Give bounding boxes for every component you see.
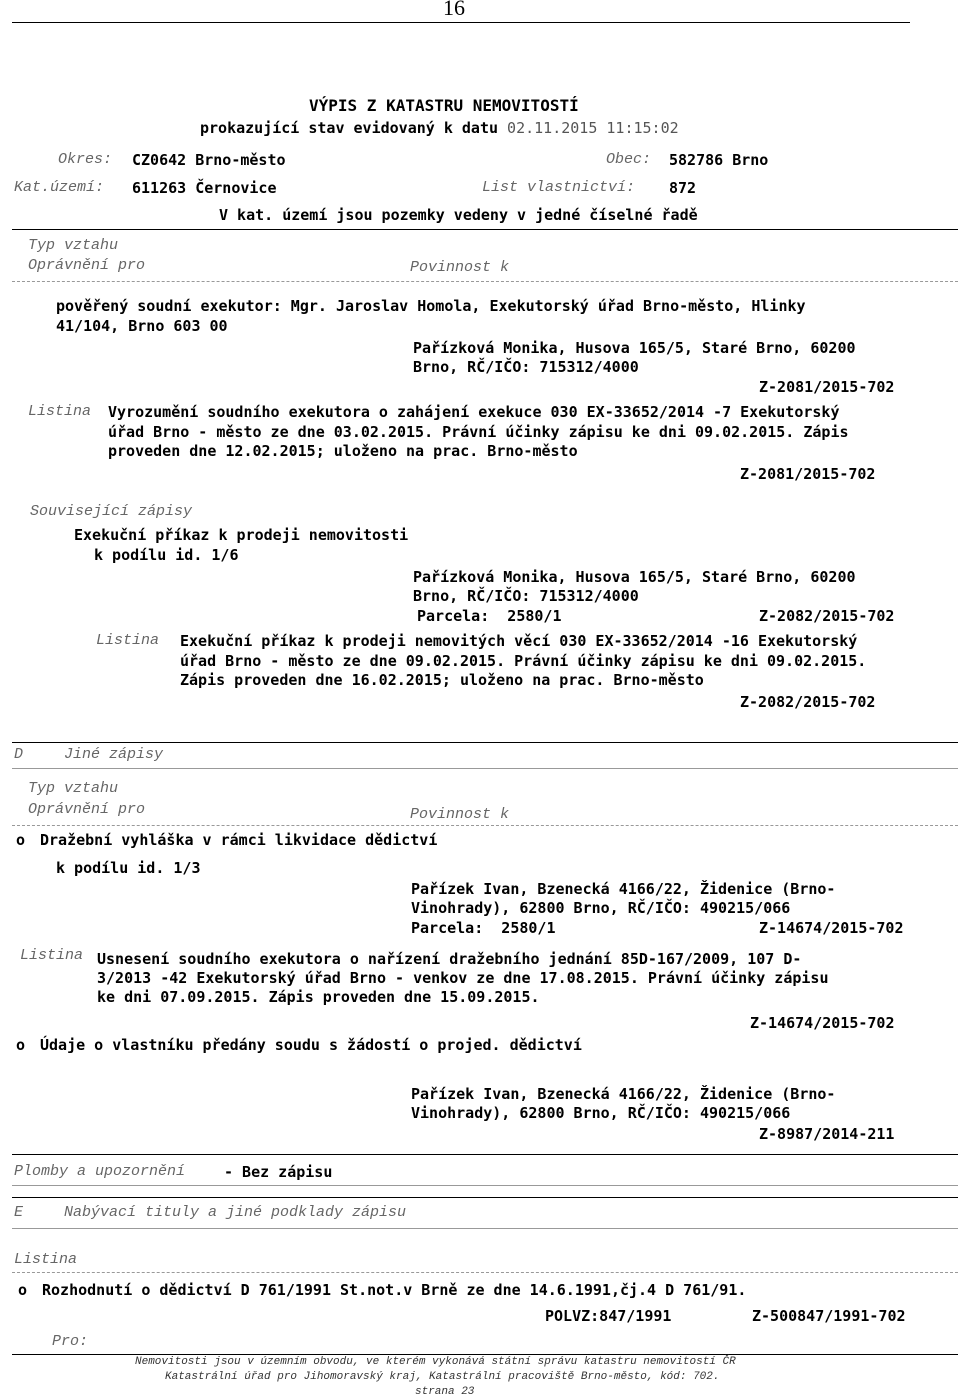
- top-rule: [12, 22, 910, 23]
- listina-3-line-2: 3/2013 -42 Exekutorský úřad Brno - venkov ze dne 17.08.2015. Právní účinky zápisu: [97, 969, 829, 987]
- udaje-o-vlastniku: Údaje o vlastníku předány soudu s žádostí o projed. dědictví: [40, 1036, 582, 1054]
- listina-2-line-3: Zápis proveden dne 16.02.2015; uloženo na prac. Brno-město: [180, 671, 704, 689]
- listina-3-line-1: Usnesení soudního exekutora o nařízení dražebního jednání 85D-167/2009, 107 D-: [97, 950, 802, 968]
- entry-id-7: Z-8987/2014-211: [759, 1125, 895, 1143]
- typ-vztahu-label: Typ vztahu: [28, 237, 119, 254]
- d-podil: k podílu id. 1/3: [56, 859, 201, 877]
- footer-page: strana 23: [415, 1386, 475, 1398]
- entry-id-1: Z-2081/2015-702: [759, 378, 895, 396]
- document-title: VÝPIS Z KATASTRU NEMOVITOSTÍ: [309, 96, 579, 115]
- section-d-letter: D: [14, 746, 24, 763]
- lv-value: 872: [669, 179, 697, 197]
- listina-2-line-1: Exekuční příkaz k prodeji nemovitých věcí 030 EX-33652/2014 -16 Exekutorský: [180, 632, 858, 650]
- e-listina-label: Listina: [14, 1251, 78, 1268]
- pro-label: Pro:: [52, 1333, 89, 1350]
- exekucni-podil: k podílu id. 1/6: [94, 546, 239, 564]
- lv-label: List vlastnictví:: [482, 179, 636, 196]
- owner-b-line-2: Brno, RČ/IČO: 715312/4000: [413, 587, 639, 605]
- owner-c-line-2: Vinohrady), 62800 Brno, RČ/IČO: 490215/066: [411, 899, 791, 917]
- section-d-divider: [12, 825, 958, 826]
- section-d-title: Jiné zápisy: [64, 746, 164, 763]
- page-number: 16: [443, 0, 465, 20]
- drazebni-vyhlaska: Dražební vyhláška v rámci likvidace dědictví: [40, 831, 438, 849]
- listina-2-line-2: úřad Brno - město ze dne 09.02.2015. Právní účinky zápisu ke dni 09.02.2015.: [180, 652, 867, 670]
- listina-label-2: Listina: [96, 632, 160, 649]
- footer-line-1: Nemovitosti jsou v územním obvodu, ve kterém vykonává státní správu katastru nemovitostí ČR: [135, 1356, 736, 1368]
- obec-label: Obec:: [606, 151, 652, 168]
- owner-b-line-1: Pařízková Monika, Husova 165/5, Staré Brno, 60200: [413, 568, 856, 586]
- d-opravneni-pro-label: Oprávnění pro: [28, 801, 146, 818]
- owner-c-line-1: Pařízek Ivan, Bzenecká 4166/22, Židenice (Brno-: [411, 880, 836, 898]
- extract-date: 02.11.2015 11:15:02: [507, 119, 679, 137]
- exekucni-prikaz-title: Exekuční příkaz k prodeji nemovitosti: [74, 526, 409, 544]
- section-e-rule: [12, 1197, 958, 1198]
- section-e-title: Nabývací tituly a jiné podklady zápisu: [64, 1204, 407, 1221]
- bullet-3: o: [18, 1281, 28, 1299]
- listina-1-line-1: Vyrozumění soudního exekutora o zahájení exekuce 030 EX-33652/2014 -7 Exekutorský: [108, 403, 840, 421]
- entry-id-5: Z-14674/2015-702: [759, 919, 904, 937]
- header-rule: [12, 229, 958, 230]
- listina-3-line-3: ke dni 07.09.2015. Zápis proveden dne 15.09.2015.: [97, 988, 540, 1006]
- plomby-label: Plomby a upozornění: [14, 1163, 186, 1180]
- entry-id-3: Z-2082/2015-702: [759, 607, 895, 625]
- ku-value: 611263 Černovice: [132, 179, 277, 197]
- parcela-2: Parcela: 2580/1: [411, 919, 556, 937]
- owner-a-line-1: Pařízková Monika, Husova 165/5, Staré Brno, 60200: [413, 339, 856, 357]
- entry-id-6: Z-14674/2015-702: [750, 1014, 895, 1032]
- listina-1-line-2: úřad Brno - město ze dne 03.02.2015. Právní účinky zápisu ke dni 09.02.2015. Zápis: [108, 423, 849, 441]
- listina-1-line-3: proveden dne 12.02.2015; uloženo na prac. Brno-město: [108, 442, 578, 460]
- executor-line-2: 41/104, Brno 603 00: [56, 317, 228, 335]
- souvisejici-label: Související zápisy: [30, 503, 193, 520]
- okres-value: CZ0642 Brno-město: [132, 151, 286, 169]
- section-e-divider: [12, 1272, 958, 1273]
- owner-a-line-2: Brno, RČ/IČO: 715312/4000: [413, 358, 639, 376]
- section-d-underline: [12, 768, 958, 769]
- section-e-underline: [12, 1228, 958, 1229]
- executor-line-1: pověřený soudní exekutor: Mgr. Jaroslav Homola, Exekutorský úřad Brno-město, Hlinky: [56, 297, 806, 315]
- subtitle-text: prokazující stav evidovaný k datu: [200, 119, 499, 137]
- povinnost-k-label: Povinnost k: [410, 259, 510, 276]
- owner-d-line-1: Pařízek Ivan, Bzenecká 4166/22, Židenice (Brno-: [411, 1085, 836, 1103]
- polvz: POLVZ:847/1991: [545, 1307, 672, 1325]
- section-e-letter: E: [14, 1204, 24, 1221]
- numbering-note: V kat. území jsou pozemky vedeny v jedné číselné řadě: [219, 206, 698, 224]
- entry-id-4: Z-2082/2015-702: [740, 693, 876, 711]
- okres-label: Okres:: [58, 151, 113, 168]
- entry-id-8: Z-500847/1991-702: [752, 1307, 906, 1325]
- document-subtitle: [200, 118, 679, 138]
- plomby-value: - Bez zápisu: [224, 1163, 333, 1181]
- obec-value: 582786 Brno: [669, 151, 769, 169]
- ku-label: Kat.území:: [14, 179, 105, 196]
- entry-id-2: Z-2081/2015-702: [740, 465, 876, 483]
- section-d-rule: [12, 742, 958, 743]
- bullet-1: o: [16, 831, 26, 849]
- plomby-underline: [12, 1185, 958, 1186]
- listina-label-3: Listina: [20, 947, 84, 964]
- d-povinnost-k-label: Povinnost k: [410, 806, 510, 823]
- plomby-rule: [12, 1154, 958, 1155]
- bullet-2: o: [16, 1036, 26, 1054]
- opravneni-pro-label: Oprávnění pro: [28, 257, 146, 274]
- parcela-1: Parcela: 2580/1: [417, 607, 562, 625]
- section-c-divider: [12, 281, 958, 282]
- owner-d-line-2: Vinohrady), 62800 Brno, RČ/IČO: 490215/066: [411, 1104, 791, 1122]
- rozhodnuti-o-dedictvi: Rozhodnutí o dědictví D 761/1991 St.not.v Brně ze dne 14.6.1991,čj.4 D 761/91.: [42, 1281, 747, 1299]
- listina-label-1: Listina: [28, 403, 92, 420]
- footer-line-2: Katastrální úřad pro Jihomoravský kraj, Katastrální pracoviště Brno-město, kód: 702.: [165, 1371, 720, 1383]
- d-typ-vztahu-label: Typ vztahu: [28, 780, 119, 797]
